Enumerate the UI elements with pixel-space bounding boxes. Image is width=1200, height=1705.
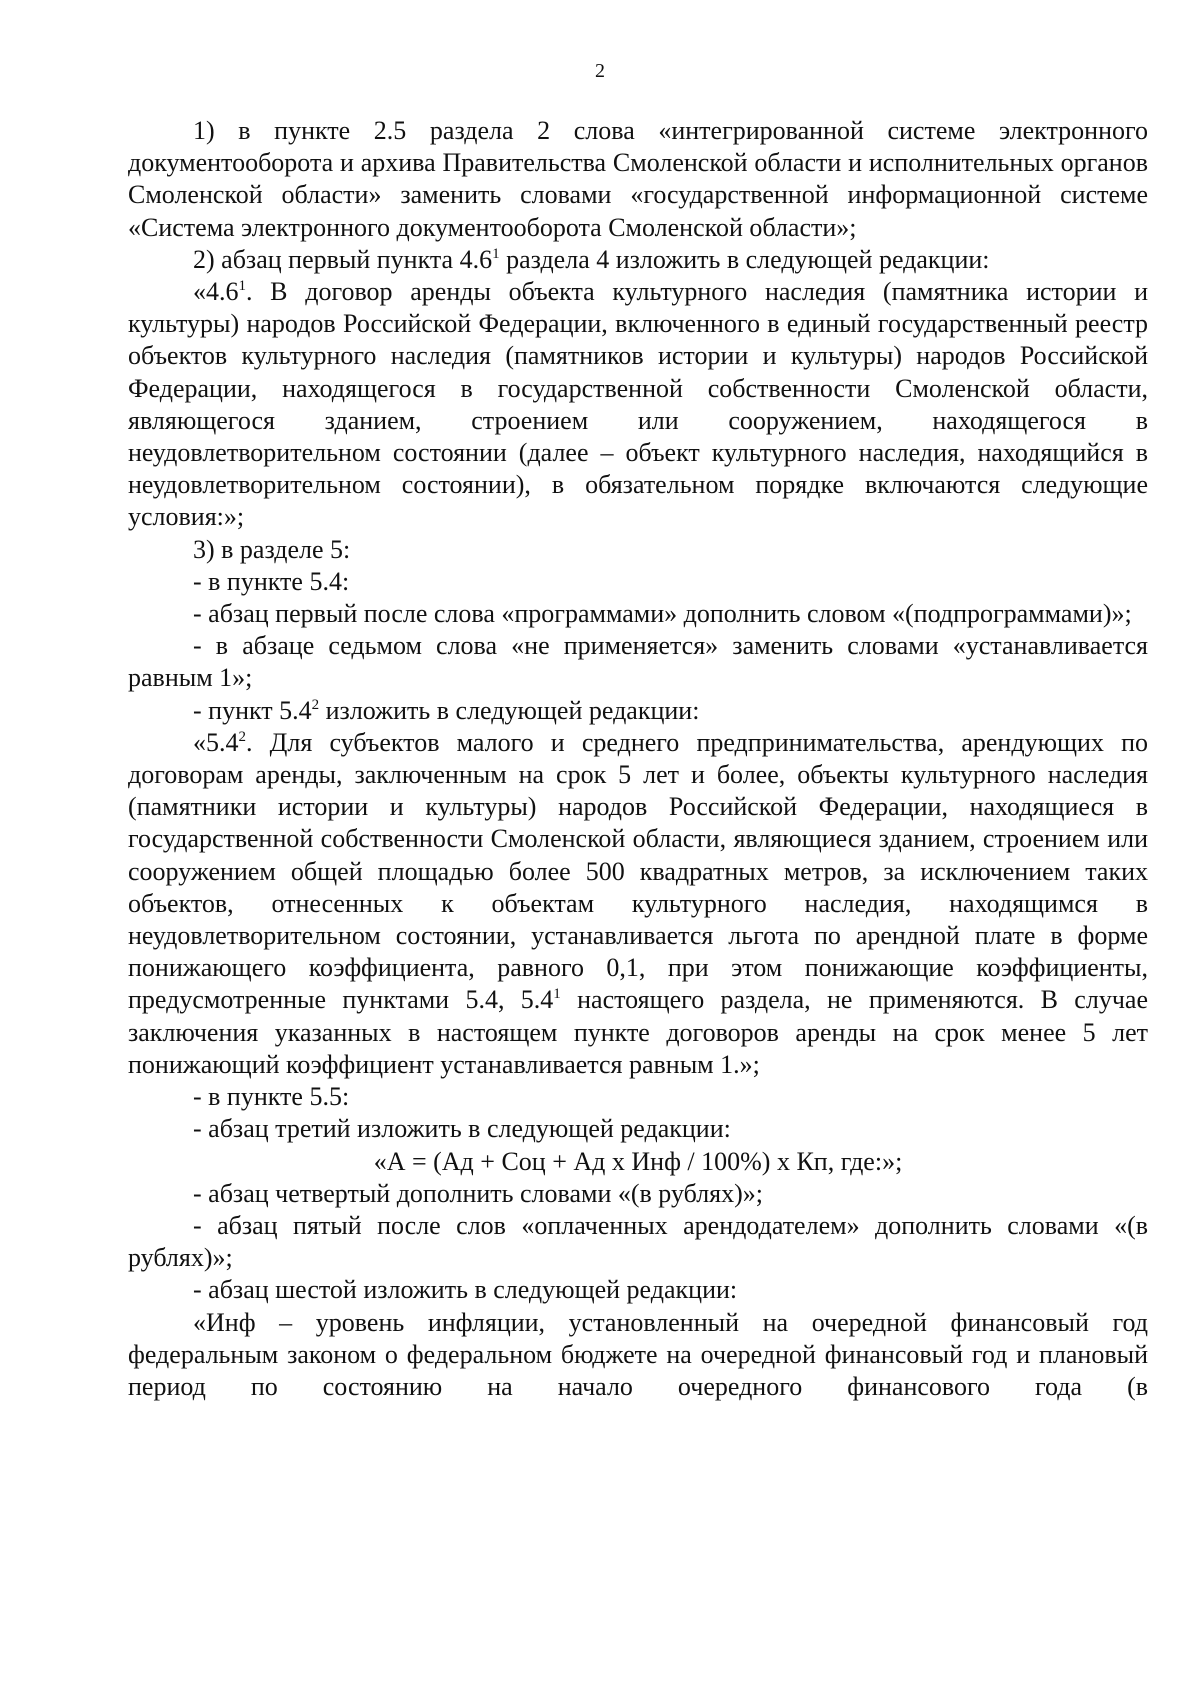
paragraph-2	[128, 244, 1148, 276]
paragraph-15: - абзац шестой изложить в следующей редакции:	[193, 1275, 738, 1305]
paragraph-9-superscript-2: 1	[553, 986, 561, 1003]
paragraph-9-superscript: 2	[238, 728, 246, 745]
paragraph-7: - в абзаце седьмом слова «не применяется» заменить словами «устанавливается равным 1»;	[128, 631, 1148, 693]
paragraph-8-text: - пункт 5.4	[193, 695, 312, 725]
paragraph-16: «Инф – уровень инфляции, установленный на очередной финансовый год федеральным законом о федеральном бюджете на очередной финансовый год и плановый период по состоянию на начало очередного финансового года (в	[128, 1307, 1148, 1401]
paragraph-4: 3) в разделе 5:	[193, 534, 351, 564]
paragraph-9-text-end: настоящего раздела, не применяются. В случае заключения указанных в настоящем пункте договоров аренды на срок менее 5 лет понижающий коэффициент устанавливается равным 1.»;	[128, 985, 1148, 1079]
formula-line: «А = (Ад + Соц + Ад х Инф / 100%) х Кп, где:»;	[373, 1146, 903, 1176]
paragraph-8	[128, 695, 1148, 727]
paragraph-9	[128, 727, 1148, 1081]
paragraph-8-superscript: 2	[311, 696, 320, 713]
paragraph-3	[128, 276, 1148, 534]
page-number: 2	[595, 60, 605, 82]
paragraph-14: - абзац пятый после слов «оплаченных арендодателем» дополнить словами «(в рублях)»;	[128, 1210, 1148, 1273]
paragraph-1: 1) в пункте 2.5 раздела 2 слова «интегрированной системе электронного документооборота и архива Правительства Смоленской области и исполнительных органов Смоленской области» заменить словами «государственной информационной системе «Система электронного документооборота Смоленской области»;	[128, 116, 1148, 242]
paragraph-8-text-end: изложить в следующей редакции:	[319, 695, 700, 725]
paragraph-3-text: «4.6	[193, 277, 239, 307]
paragraph-3-superscript: 1	[238, 278, 246, 295]
paragraph-3-text-end: . В договор аренды объекта культурного наследия (памятника истории и культуры) народов Российской Федерации, включенного в единый государственный реестр объектов культурного наследия (памятников истории и культуры) народов Российской Федерации, находящегося в государственной собственности Смоленской области, являющегося зданием, строением или сооружением, находящегося в неудовлетворительном состоянии (далее – объект культурного наследия, находящийся в неудовлетворительном состоянии), в обязательном порядке включаются следующие условия:»;	[128, 277, 1148, 532]
paragraph-13: - абзац четвертый дополнить словами «(в рублях)»;	[193, 1178, 764, 1208]
paragraph-6: - абзац первый после слова «программами» дополнить словом «(подпрограммами)»;	[193, 599, 1132, 629]
paragraph-9-text-mid: . Для субъектов малого и среднего предпринимательства, арендующих по договорам аренды, заключенным на срок 5 лет и более, объекты культурного наследия (памятники истории и культуры) народов Российской Федерации, находящиеся в государственной собственности Смоленской области, являющиеся зданием, строением или сооружением общей площадью более 500 квадратных метров, за исключением таких объектов, отнесенных к объектам культурного наследия, находящимся в неудовлетворительном состоянии, устанавливается льгота по арендной плате в форме понижающего коэффициента, равного 0,1, при этом понижающие коэффициенты, предусмотренные пунктами 5.4, 5.4	[128, 727, 1148, 1015]
paragraph-2-superscript: 1	[492, 245, 500, 262]
paragraph-10: - в пункте 5.5:	[193, 1082, 350, 1112]
paragraph-11: - абзац третий изложить в следующей редакции:	[193, 1114, 731, 1144]
paragraph-2-text: 2) абзац первый пункта 4.6	[193, 244, 493, 274]
paragraph-5: - в пункте 5.4:	[193, 566, 350, 596]
paragraph-2-text-end: раздела 4 изложить в следующей редакции:	[499, 244, 990, 274]
document-body	[128, 115, 1148, 1403]
paragraph-9-text: «5.4	[193, 727, 239, 757]
